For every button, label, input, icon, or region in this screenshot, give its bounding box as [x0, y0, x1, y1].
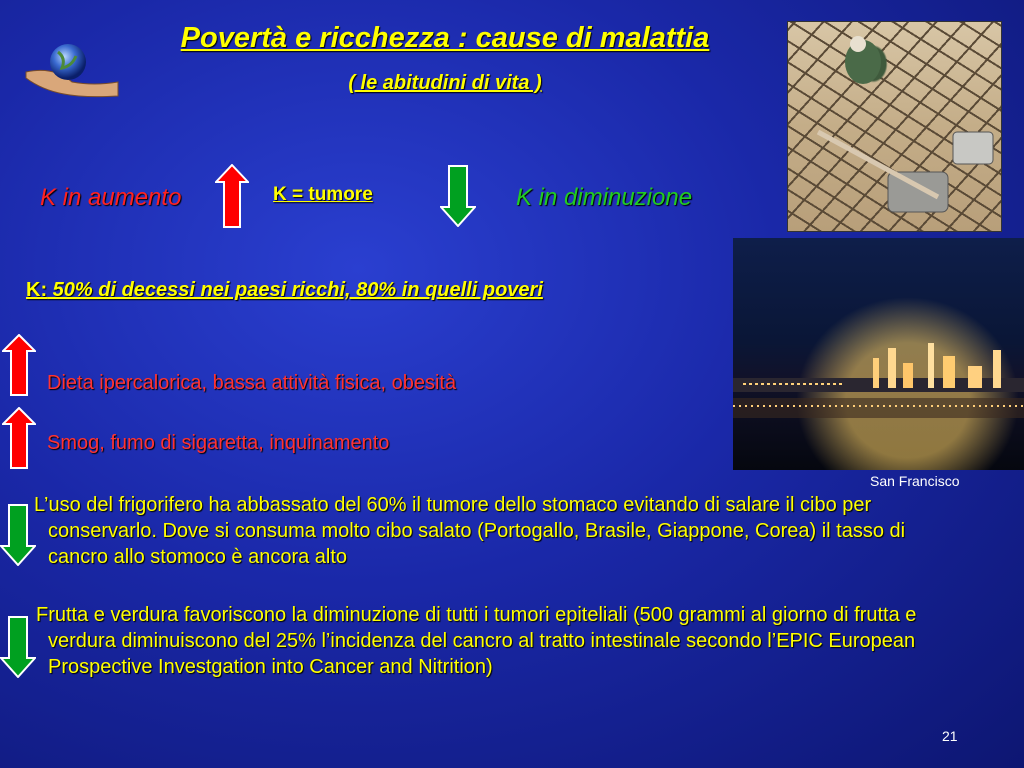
- green-down-arrow-icon: [0, 616, 36, 683]
- bullet-refrigerator: L’uso del frigorifero ha abbassato del 60% il tumore dello stomaco evitando di salare il cibo per conservarlo. Dove si consuma molto cibo salato (Portogallo, Brasile, Giappone, Corea) il tasso di cancro allo stomoco è ancora alto: [34, 494, 906, 568]
- page-number: 21: [942, 728, 958, 744]
- k-statistic: [26, 279, 543, 302]
- green-down-arrow-icon: [0, 504, 36, 571]
- red-up-arrow-icon: [215, 164, 249, 233]
- photo-caption: San Francisco: [870, 473, 960, 489]
- k-stat-text: 50% di decessi nei paesi ricchi, 80% in quelli poveri: [47, 279, 543, 301]
- k-definition: K = tumore: [273, 184, 373, 205]
- green-down-arrow-icon: [440, 165, 476, 232]
- bullet-diet: Dieta ipercalorica, bassa attività fisica, obesità: [47, 372, 457, 394]
- slide-title: Povertà e ricchezza : cause di malattia: [180, 22, 710, 54]
- san-francisco-night-photo: [733, 238, 1024, 470]
- bullet-fruit-vegetables: Frutta e verdura favoriscono la diminuzione di tutti i tumori epiteliali (500 grammi al giorno di frutta e verdura diminuiscono del 25% l’incidenza del cancro al tratto intestinale secondo l’EPIC European Prospective Investgation into Cancer and Nitrition): [36, 604, 917, 678]
- bullet-smog: Smog, fumo di sigaretta, inquinamento: [47, 432, 390, 454]
- red-up-arrow-icon: [2, 334, 36, 401]
- k-decrease-label: K in diminuzione: [516, 184, 693, 211]
- slide-subtitle: ( le abitudini di vita ): [348, 72, 542, 94]
- k-increase-label: K in aumento: [40, 184, 182, 211]
- drought-photo: [787, 21, 1002, 232]
- red-up-arrow-icon: [2, 407, 36, 474]
- k-stat-prefix: K:: [26, 279, 48, 301]
